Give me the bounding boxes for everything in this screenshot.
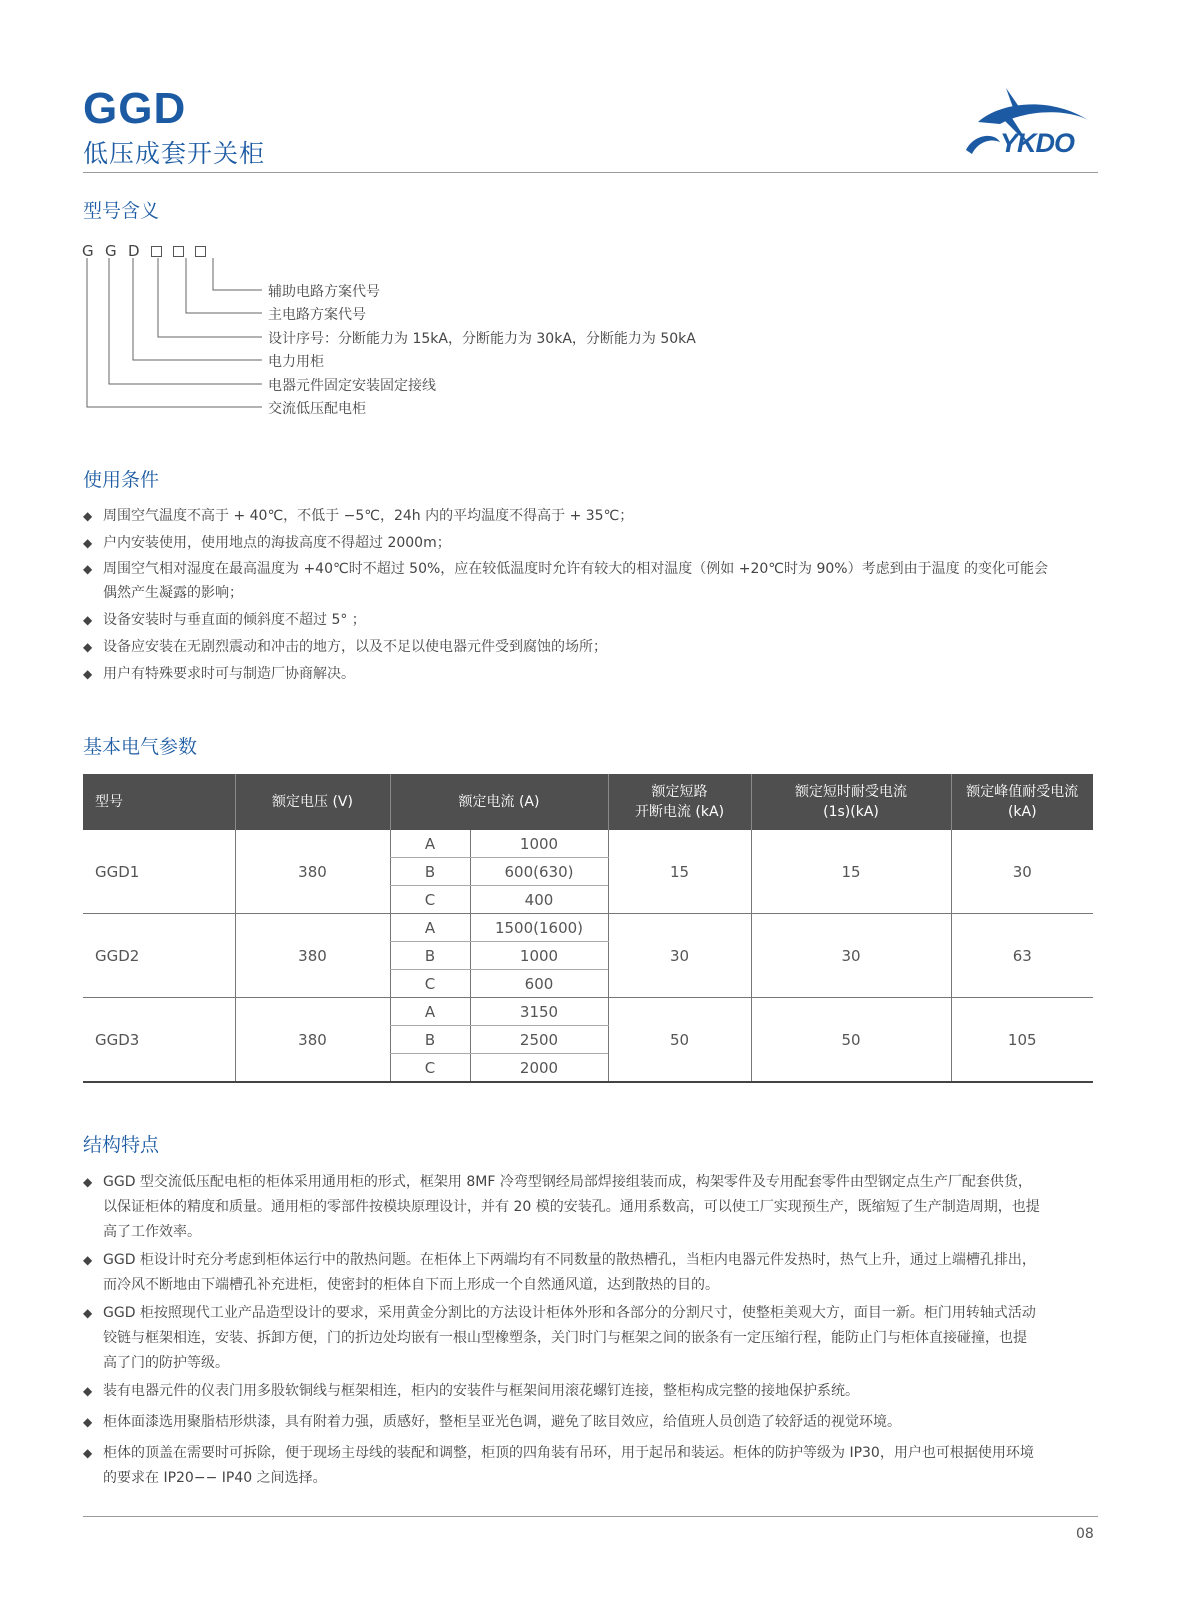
bullet-icon: ◆ (83, 1384, 93, 1398)
bullet-icon: ◆ (83, 1446, 93, 1460)
feature-item: ◆ 柜体的顶盖在需要时可拆除，便于现场主母线的装配和调整，柜顶的四角装有吊环，用于起吊和装运。柜体的防护等级为 IP30，用户也可根据使用环境 的要求在 IP20−− IP40 之间选择。 (83, 1441, 1103, 1491)
cell-current-value: 3150 (470, 998, 608, 1026)
col-header-peak: 额定峰值耐受电流 (kA) (951, 774, 1093, 830)
code-letter: D (128, 242, 140, 260)
code-label: 电器元件固定安装固定接线 (268, 378, 436, 394)
cell-model: GGD2 (83, 914, 235, 998)
page-subtitle: 低压成套开关柜 (83, 139, 266, 168)
code-label: 辅助电路方案代号 (268, 284, 380, 300)
cell-breaking: 30 (608, 914, 751, 998)
page-number: 08 (1076, 1526, 1094, 1542)
cell-voltage: 380 (235, 914, 390, 998)
col-header-short-time: 额定短时耐受电流 (1s)(kA) (751, 774, 951, 830)
col-header-voltage: 额定电压 (V) (235, 774, 390, 830)
cell-breaking: 15 (608, 830, 751, 914)
cell-peak: 105 (951, 998, 1093, 1083)
cell-current-class: B (390, 858, 470, 886)
condition-item: ◆ 设备应安装在无剧烈震动和冲击的地方，以及不足以使电器元件受到腐蚀的场所； (83, 635, 1103, 659)
bullet-icon: ◆ (83, 1306, 93, 1320)
condition-item: ◆ 周围空气相对湿度在最高温度为 +40℃时不超过 50%，应在较低温度时允许有较大的相对温度（例如 +20℃时为 90%）考虑到由于温度 的变化可能会 偶然产生凝露的影响； (83, 557, 1103, 605)
col-header-current: 额定电流 (A) (390, 774, 608, 830)
condition-item: ◆ 用户有特殊要求时可与制造厂协商解决。 (83, 662, 1103, 686)
feature-item: ◆ GGD 柜设计时充分考虑到柜体运行中的散热问题。在柜体上下两端均有不同数量的散热槽孔，当柜内电器元件发热时，热气上升，通过上端槽孔排出， 而冷风不断地由下端槽孔补充进柜，使密封的柜体自下而上形成一个自然通风道，达到散热的目的。 (83, 1248, 1103, 1298)
cell-model: GGD3 (83, 998, 235, 1083)
cell-short-time: 50 (751, 998, 951, 1083)
table-row (83, 998, 1093, 1026)
feature-item: ◆ GGD 柜按照现代工业产品造型设计的要求，采用黄金分割比的方法设计柜体外形和各部分的分割尺寸，使整柜美观大方，面目一新。柜门用转轴式活动 铰链与框架相连，安装、拆卸方便，门的折边处均嵌有一根山型橡塑条，关门时门与框架之间的嵌条有一定压缩行程，能防止门与柜体直接碰撞，也提 高了门的防护等级。 (83, 1301, 1103, 1376)
bullet-icon: ◆ (83, 509, 93, 523)
condition-item: ◆ 周围空气温度不高于 + 40℃，不低于 −5℃，24h 内的平均温度不得高于 + 35℃； (83, 504, 1103, 528)
bullet-icon: ◆ (83, 613, 93, 627)
code-label: 电力用柜 (268, 354, 324, 370)
condition-item: ◆ 户内安装使用，使用地点的海拔高度不得超过 2000m； (83, 531, 1103, 555)
footer-divider (83, 1516, 1098, 1517)
cell-current-value: 600(630) (470, 858, 608, 886)
cell-current-value: 1000 (470, 942, 608, 970)
feature-item: ◆ 柜体面漆选用聚脂桔形烘漆，具有附着力强，质感好，整柜呈亚光色调，避免了眩目效应，给值班人员创造了较舒适的视觉环境。 (83, 1410, 1103, 1435)
page-title: GGD (83, 84, 187, 133)
code-letter: G (82, 242, 94, 260)
col-header-model: 型号 (83, 774, 235, 830)
cell-current-value: 2500 (470, 1026, 608, 1054)
code-label: 主电路方案代号 (268, 307, 366, 323)
table-row (83, 830, 1093, 858)
cell-current-value: 400 (470, 886, 608, 914)
cell-current-class: A (390, 998, 470, 1026)
code-letter: G (105, 242, 117, 260)
cell-current-value: 2000 (470, 1054, 608, 1083)
code-label: 交流低压配电柜 (268, 401, 366, 417)
bullet-icon: ◆ (83, 562, 93, 576)
cell-current-class: B (390, 1026, 470, 1054)
condition-item: ◆ 设备安装时与垂直面的倾斜度不超过 5° ； (83, 608, 1103, 632)
cell-voltage: 380 (235, 830, 390, 914)
code-label: 设计序号：分断能力为 15kA，分断能力为 30kA，分断能力为 50kA (268, 331, 696, 347)
parameters-table (83, 774, 1093, 1083)
bullet-icon: ◆ (83, 1253, 93, 1267)
cell-current-class: A (390, 914, 470, 942)
cell-model: GGD1 (83, 830, 235, 914)
cell-current-class: C (390, 886, 470, 914)
col-header-breaking: 额定短路 开断电流 (kA) (608, 774, 751, 830)
section-title-parameters: 基本电气参数 (83, 736, 198, 758)
cell-short-time: 15 (751, 830, 951, 914)
cell-current-class: B (390, 942, 470, 970)
section-title-features: 结构特点 (83, 1134, 160, 1156)
bullet-icon: ◆ (83, 1415, 93, 1429)
cell-current-class: C (390, 1054, 470, 1083)
cell-current-class: C (390, 970, 470, 998)
cell-current-value: 600 (470, 970, 608, 998)
table-row (83, 914, 1093, 942)
bullet-icon: ◆ (83, 536, 93, 550)
cell-peak: 63 (951, 914, 1093, 998)
feature-item: ◆ 装有电器元件的仪表门用多股软铜线与框架相连，柜内的安装件与框架间用滚花螺钉连接，整柜构成完整的接地保护系统。 (83, 1379, 1103, 1404)
cell-current-value: 1500(1600) (470, 914, 608, 942)
table-header-row (83, 774, 1093, 830)
section-title-model-meaning: 型号含义 (83, 200, 160, 222)
bullet-icon: ◆ (83, 1175, 93, 1189)
cell-peak: 30 (951, 830, 1093, 914)
cell-short-time: 30 (751, 914, 951, 998)
cell-voltage: 380 (235, 998, 390, 1083)
feature-item: ◆ GGD 型交流低压配电柜的柜体采用通用柜的形式，框架用 8MF 冷弯型钢经局部焊接组装而成，构架零件及专用配套零件由型钢定点生产厂配套供货， 以保证柜体的精度和质量。通用柜的零部件按模块原理设计，并有 20 模的安装孔。通用系数高，可以使工厂实现预生产，既缩短了生产制造周期，也提 高了工作效率。 (83, 1170, 1103, 1245)
bullet-icon: ◆ (83, 667, 93, 681)
model-code-leader-lines (0, 0, 1191, 420)
cell-current-value: 1000 (470, 830, 608, 858)
logo-text: YKDO (1000, 128, 1075, 158)
bullet-icon: ◆ (83, 640, 93, 654)
section-title-conditions: 使用条件 (83, 469, 160, 491)
cell-current-class: A (390, 830, 470, 858)
cell-breaking: 50 (608, 998, 751, 1083)
